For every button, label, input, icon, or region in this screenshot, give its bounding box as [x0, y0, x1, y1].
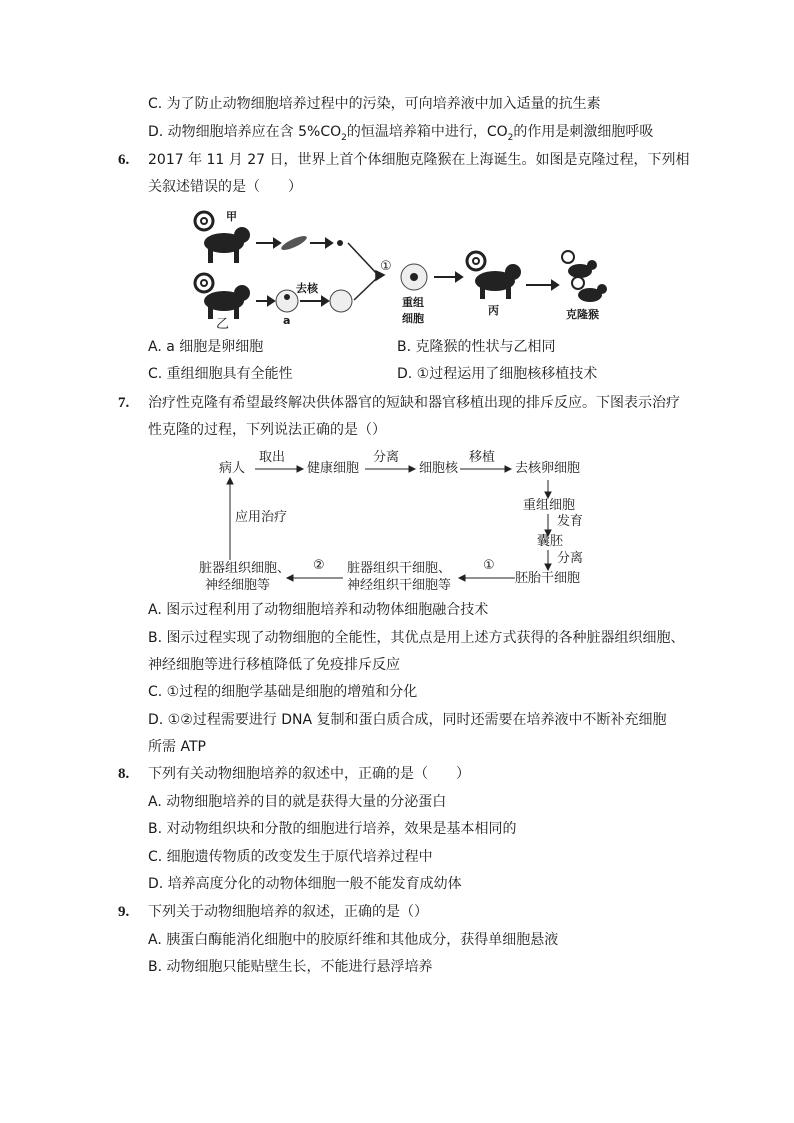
- q5-option-c: C. 为了防止动物细胞培养过程中的污染，可向培养液中加入适量的抗生素: [148, 96, 601, 112]
- q8-option-b: B. 对动物组织块和分散的细胞进行培养，效果是基本相同的: [148, 821, 517, 837]
- q7-option-d-line1: D. ①②过程需要进行 DNA 复制和蛋白质合成，同时还需要在培养液中不断补充细胞: [148, 712, 667, 728]
- q9-option-b: B. 动物细胞只能贴壁生长，不能进行悬浮培养: [148, 959, 433, 975]
- flow-embryonic-stem-cell: 胚胎干细胞: [515, 571, 581, 586]
- label-chongzu2: 细胞: [402, 312, 424, 325]
- somatic-cell-icon: [280, 233, 309, 252]
- q5-option-d: D. 动物细胞培养应在含 $5\%CO_2$的恒温培养箱中进行，$CO_2$的作用是刺激细胞呼吸: [148, 124, 654, 143]
- flow-healthy-cell: 健康细胞: [307, 461, 360, 476]
- q8-stem: 下列有关动物细胞培养的叙述中，正确的是（ ）: [148, 766, 470, 782]
- flow-step2: ②: [313, 558, 325, 573]
- monkey-bing-icon: [467, 252, 521, 299]
- q7-stem-line2: 性克隆的过程，下列说法正确的是（）: [148, 422, 386, 438]
- cloning-figure: [190, 205, 620, 330]
- q9-stem: 下列关于动物细胞培养的叙述，正确的是（）: [148, 904, 428, 920]
- label-step1: ①: [380, 259, 392, 274]
- flow-nucleus: 细胞核: [419, 461, 459, 476]
- flow-step1: ①: [483, 558, 495, 573]
- monkey-yi-icon: [195, 274, 250, 319]
- flow-patient: 病人: [219, 461, 246, 476]
- q6-stem-line2: 关叙述错误的是（ ）: [148, 179, 302, 195]
- q6-option-d: D. ①过程运用了细胞核移植技术: [397, 366, 598, 382]
- q7-option-d-line2: 所需 ATP: [148, 739, 206, 755]
- flow-enucleated-egg: 去核卵细胞: [515, 461, 581, 476]
- q8-option-c: C. 细胞遗传物质的改变发生于原代培养过程中: [148, 849, 433, 865]
- q8-option-d: D. 培养高度分化的动物体细胞一般不能发育成幼体: [148, 876, 462, 892]
- q7-option-b-line2: 神经细胞等进行移植降低了免疫排斥反应: [148, 657, 400, 673]
- flow-develop: 发育: [557, 514, 584, 529]
- flow-separate-2: 分离: [557, 551, 584, 566]
- label-quhe: 去核: [296, 282, 318, 295]
- q8-option-a: A. 动物细胞培养的目的就是获得大量的分泌蛋白: [148, 794, 447, 810]
- egg-cell-a-icon: [276, 290, 298, 312]
- label-jia: 甲: [226, 210, 237, 223]
- label-bing: 丙: [488, 304, 499, 317]
- q7-stem-line1: 治疗性克隆有希望最终解决供体器官的短缺和器官移植出现的排斥反应。下图表示治疗: [148, 395, 680, 411]
- q8-number: 8.: [118, 766, 130, 782]
- monkey-jia-icon: [195, 212, 250, 263]
- label-clone-monkey: 克隆猴: [566, 308, 599, 321]
- q7-number: 7.: [118, 395, 130, 411]
- q9-number: 9.: [118, 904, 130, 920]
- enucleated-egg-icon: [330, 290, 352, 312]
- therapeutic-cloning-flow: [195, 448, 595, 598]
- flow-blastocyst: 囊胚: [537, 534, 564, 549]
- q6-option-c: C. 重组细胞具有全能性: [148, 366, 293, 382]
- q6-number: 6.: [118, 152, 130, 168]
- label-chongzu1: 重组: [402, 296, 424, 309]
- flow-transplant: 移植: [469, 450, 496, 465]
- label-yi: 乙: [216, 317, 230, 332]
- q7-option-a: A. 图示过程利用了动物细胞培养和动物体细胞融合技术: [148, 602, 489, 618]
- q6-option-b: B. 克隆猴的性状与乙相同: [397, 339, 556, 355]
- flow-separate: 分离: [373, 450, 400, 465]
- flow-tissue-cell-2: 神经细胞等: [205, 578, 271, 593]
- q6-stem-line1: 2017 年 11 月 27 日，世界上首个体细胞克隆猴在上海诞生。如图是克隆过程，下列相: [148, 152, 690, 168]
- nucleus-dot-icon: [337, 240, 343, 246]
- flow-tissue-cell-1: 脏器组织细胞、: [199, 561, 291, 576]
- q7-option-c: C. ①过程的细胞学基础是细胞的增殖和分化: [148, 684, 418, 700]
- flow-apply-treatment: 应用治疗: [235, 510, 288, 525]
- flow-organ-stem-cell-2: 神经组织干细胞等: [347, 578, 452, 593]
- q7-option-b-line1: B. 图示过程实现了动物细胞的全能性，其优点是用上述方式获得的各种脏器组织细胞、: [148, 630, 685, 646]
- q6-option-a: A. a 细胞是卵细胞: [148, 339, 264, 355]
- flow-take-out: 取出: [259, 450, 286, 465]
- label-a: a: [283, 314, 291, 327]
- flow-recombined-cell: 重组细胞: [523, 498, 576, 513]
- q9-option-a: A. 胰蛋白酶能消化细胞中的胶原纤维和其他成分，获得单细胞悬液: [148, 932, 559, 948]
- flow-organ-stem-cell-1: 脏器组织干细胞、: [347, 561, 452, 576]
- clone-monkeys-icon: [562, 251, 607, 302]
